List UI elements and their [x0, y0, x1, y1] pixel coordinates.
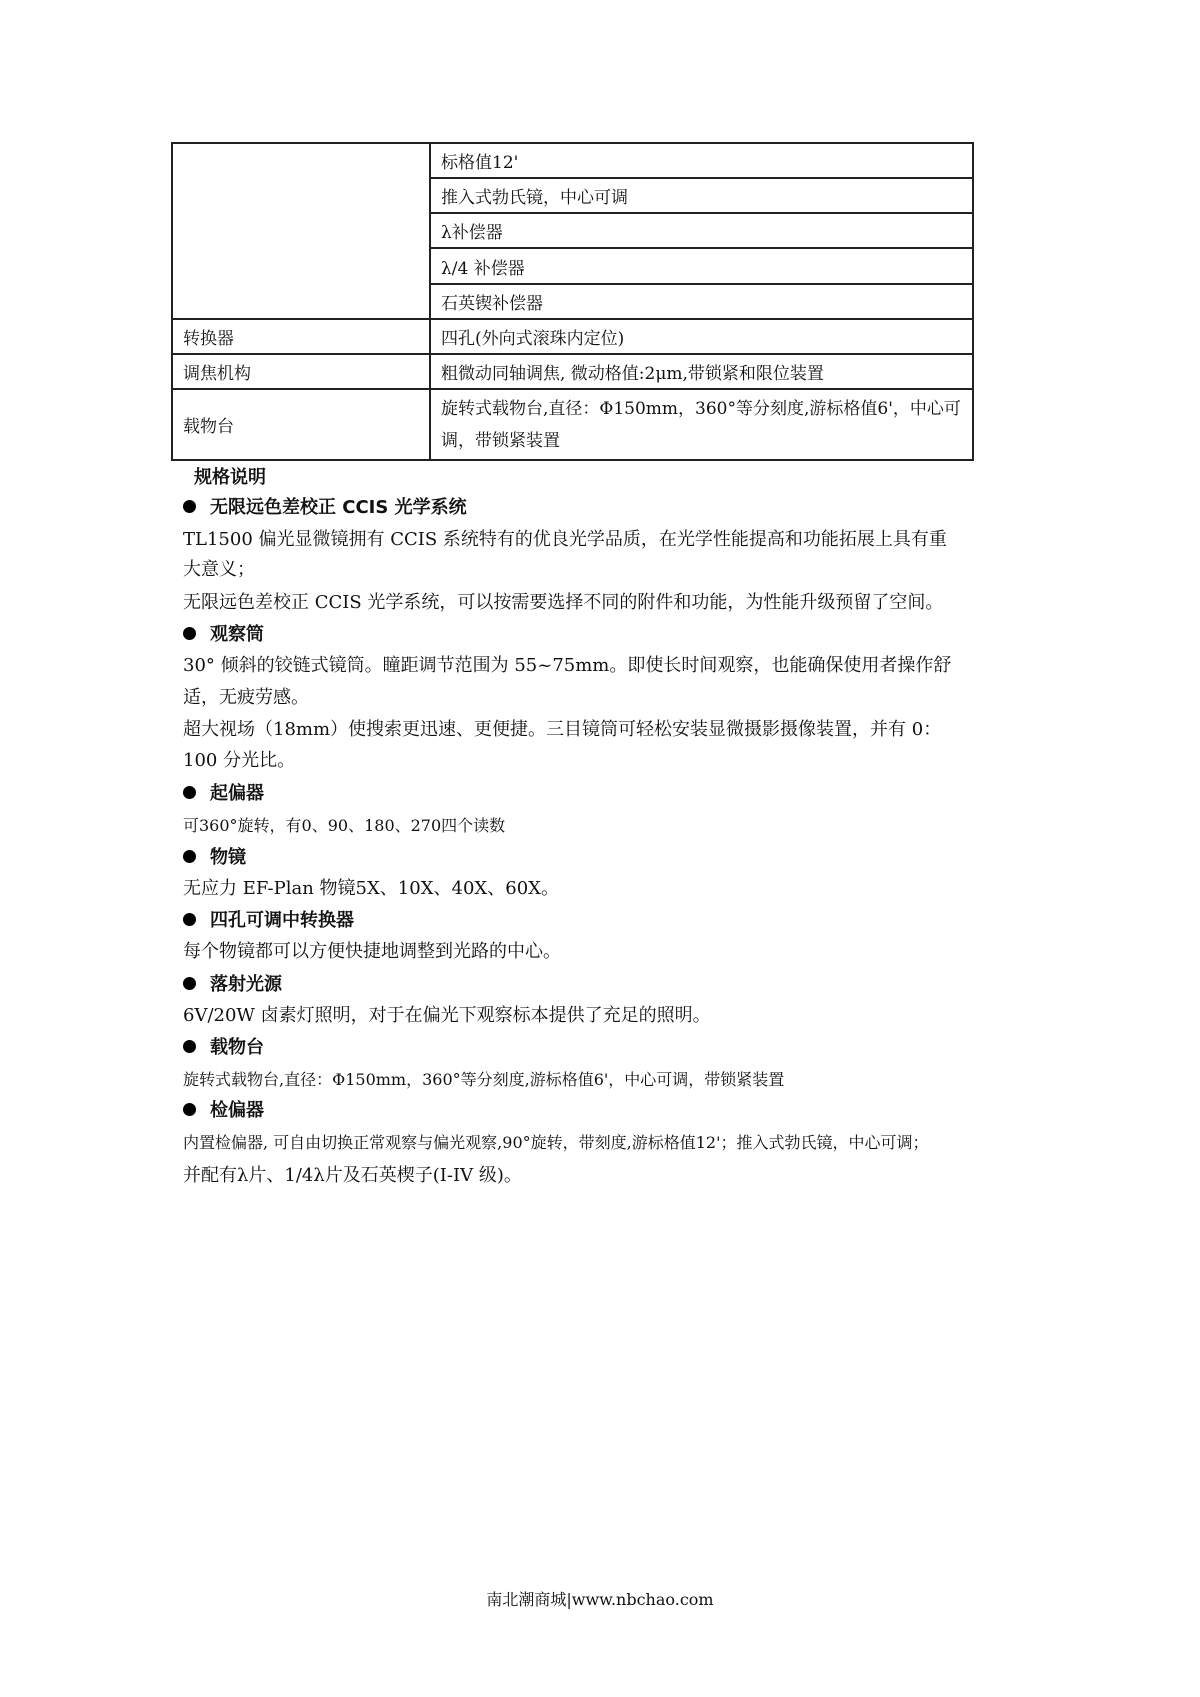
bullet-icon [183, 1040, 196, 1053]
paragraph-line: TL1500 偏光显微镜拥有 CCIS 系统特有的优良光学品质，在光学性能提高和功能拓展上具有重 [183, 529, 947, 550]
table-cell: 推入式勃氏镜，中心可调 [430, 178, 973, 213]
section-heading [183, 782, 264, 806]
paragraph-line: 可360°旋转，有0、90、180、270四个读数 [183, 816, 506, 835]
heading-text: 观察筒 [210, 624, 264, 645]
table-cell: 粗微动同轴调焦, 微动格值:2μm,带锁紧和限位装置 [430, 354, 973, 389]
bullet-icon [183, 1103, 196, 1116]
paragraph-line: 6V/20W 卤素灯照明，对于在偏光下观察标本提供了充足的照明。 [183, 1005, 711, 1026]
table-label: 转换器 [172, 319, 430, 354]
spec-table [171, 142, 974, 461]
paragraph-line: 每个物镜都可以方便快捷地调整到光路的中心。 [183, 941, 561, 962]
section-heading [183, 909, 354, 933]
table-label: 载物台 [172, 389, 430, 460]
table-cell: 旋转式载物台,直径：Φ150mm，360°等分刻度,游标格值6'，中心可调，带锁紧装置 [430, 389, 973, 460]
paragraph-line: 100 分光比。 [183, 750, 296, 771]
bullet-icon [183, 500, 196, 513]
bullet-icon [183, 786, 196, 799]
heading-text: 无限远色差校正 CCIS 光学系统 [210, 497, 467, 518]
table-cell: λ补偿器 [430, 213, 973, 248]
heading-text: 四孔可调中转换器 [210, 910, 354, 931]
table-cell: λ/4 补偿器 [430, 248, 973, 284]
paragraph-line: 并配有λ片、1/4λ片及石英楔子(I-IV 级)。 [183, 1165, 522, 1186]
heading-text: 载物台 [210, 1037, 264, 1058]
bullet-icon [183, 913, 196, 926]
section-heading [183, 623, 264, 647]
section-heading [183, 973, 282, 997]
footer: 南北潮商城|www.nbchao.com [486, 1590, 714, 1609]
section-heading [183, 496, 467, 520]
paragraph-line: 内置检偏器, 可自由切换正常观察与偏光观察,90°旋转，带刻度,游标格值12'；推入式勃氏镜，中心可调； [183, 1133, 929, 1152]
section-heading [183, 1099, 264, 1123]
heading-text: 检偏器 [210, 1100, 264, 1121]
paragraph-line: 无限远色差校正 CCIS 光学系统，可以按需要选择不同的附件和功能，为性能升级预留了空间。 [183, 592, 944, 613]
table-cell: 标格值12' [430, 143, 973, 178]
paragraph-line: 无应力 EF-Plan 物镜5X、10X、40X、60X。 [183, 878, 559, 899]
bullet-icon [183, 977, 196, 990]
section-heading [183, 846, 246, 870]
paragraph-line: 旋转式载物台,直径：Φ150mm，360°等分刻度,游标格值6'，中心可调，带锁紧装置 [183, 1070, 785, 1089]
paragraph-line: 大意义； [183, 559, 255, 580]
heading-text: 落射光源 [210, 974, 282, 995]
paragraph-line: 适，无疲劳感。 [183, 687, 309, 708]
spec-title: 规格说明 [194, 467, 266, 488]
section-heading [183, 1036, 264, 1060]
heading-text: 物镜 [210, 847, 246, 868]
table-cell: 石英锲补偿器 [430, 284, 973, 319]
table-cell-empty [172, 143, 430, 319]
paragraph-line: 超大视场（18mm）使搜索更迅速、更便捷。三目镜筒可轻松安装显微摄影摄像装置，并有 0： [183, 719, 942, 740]
bullet-icon [183, 850, 196, 863]
bullet-icon [183, 627, 196, 640]
heading-text: 起偏器 [210, 783, 264, 804]
table-label: 调焦机构 [172, 354, 430, 389]
table-cell: 四孔(外向式滚珠内定位) [430, 319, 973, 354]
paragraph-line: 30° 倾斜的铰链式镜筒。瞳距调节范围为 55~75mm。即使长时间观察，也能确保使用者操作舒 [183, 655, 952, 676]
